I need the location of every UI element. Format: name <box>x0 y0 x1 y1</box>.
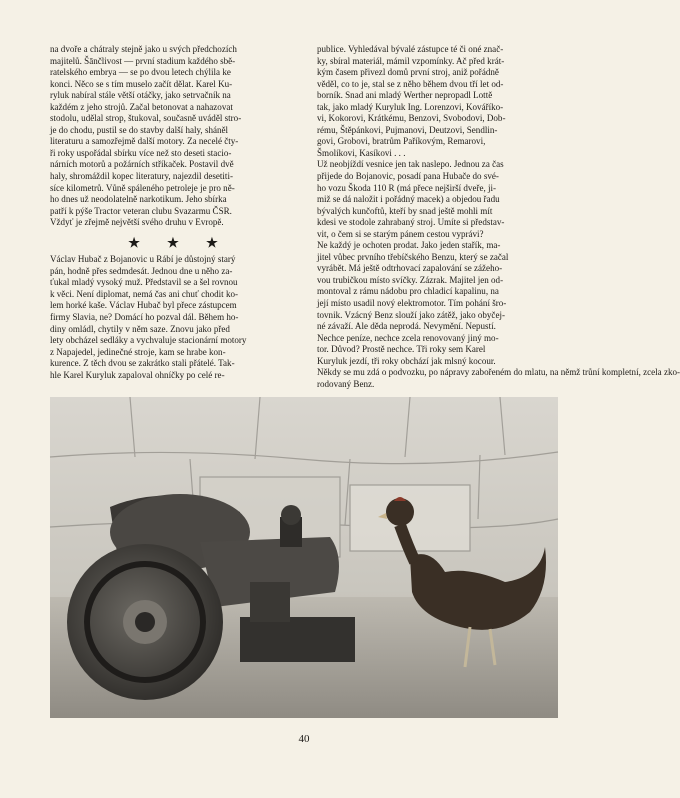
text-line: hle Karel Kuryluk zapaloval ohníčky po celé re- <box>50 369 225 380</box>
text-line: síce kilometrů. Vůně spáleného petroleje je pro ně- <box>50 182 235 193</box>
text-line: ho vozu Škoda 110 R (má přece nejširší dveře, ji- <box>317 182 497 193</box>
text-line: kdesi ve stodole zahrabaný stroj. Umíte si představ- <box>317 217 505 228</box>
text-line: ky, sbíral materiál, mámil vzpomínky. Ač před krát- <box>317 55 505 66</box>
text-line: firmy Slavia, ne? Domácí ho pozval dál. Během ho- <box>50 312 239 323</box>
text-line: Ne každý je ochoten prodat. Jako jeden stařík, ma- <box>317 240 501 251</box>
text-line: kurence. Z těch dvou se zakrátko stali přátelé. Tak- <box>50 358 235 369</box>
text-line: vit, o čem si se starým pánem cestou vyprávi? <box>317 228 484 239</box>
text-line: lety obcházel sedláky a vychvaluje stacionární motory <box>50 335 247 346</box>
text-line: lem horké kaše. Václav Hubač byl přece zástupcem <box>50 300 237 311</box>
text-line: Už neobjíždí vesnice jen tak naslepo. Jednou za čas <box>317 159 504 170</box>
text-line: stodolu, udělal strop, štukoval, současně uváděl stro- <box>50 113 242 124</box>
photo-image <box>50 397 558 718</box>
text-line: montoval z rámu nádobu pro chladicí kapalinu, na <box>317 286 499 297</box>
right-paragraph-1 <box>317 44 566 159</box>
right-column <box>317 44 680 390</box>
text-line: vou trubičkou místo svíčky. Zázrak. Majitel jen od- <box>317 274 504 285</box>
page-number: 40 <box>298 733 310 745</box>
text-line: ratelského embrya — se po dvou letech chýlila ke <box>50 67 231 78</box>
text-line: Václav Hubač z Bojanovic u Rábí je důstojný starý <box>50 254 236 265</box>
photo-engine-and-hen <box>50 397 558 718</box>
right-paragraph-3 <box>317 240 680 390</box>
text-line: Šmolíkovi, Kasíkovi . . . <box>317 147 406 158</box>
text-line: je do chodu, pustil se do stavby další haly, sháněl <box>50 124 229 135</box>
left-paragraph-2 <box>50 254 308 381</box>
text-line: govi, Grobovi, bratrům Paříkovým, Remarovi, <box>317 136 486 147</box>
text-line: ryluk nabíral stále větší otáčky, jako setrvačník na <box>50 90 231 101</box>
text-line: tak, jako mladý Kuryluk Ing. Lorenzovi, Kováříko- <box>317 101 504 112</box>
text-line: konci. Něco se s tím muselo začít dělat. Karel Ku- <box>50 78 233 89</box>
text-line: z Napajedel, jedinečné stroje, kam se hrabe kon- <box>50 346 226 357</box>
text-line: přijede do Bojanovic, posadí pana Hubače do své- <box>317 171 499 182</box>
section-separator: ★ ★ ★ <box>128 234 230 250</box>
text-line: publice. Vyhledával bývalé zástupce té či oné znač- <box>317 44 504 54</box>
text-line: její místo usadil nový elektromotor. Tím pohání šro- <box>317 298 507 309</box>
text-line: Nechce peníze, nechce zcela renovovaný jiný mo- <box>317 332 499 343</box>
text-line: pán, hodně přes sedmdesát. Jednou dne u něho za- <box>50 265 233 276</box>
text-line: tovnik. Vzácný Benz slouží jako zátěž, jako obyčej- <box>317 309 505 320</box>
text-line: každém z jeho strojů. Začal betonovat a nahazovat <box>50 101 233 112</box>
text-line: vi, Kokorovi, Krátkému, Benzovi, Svobodovi, Dob- <box>317 113 506 124</box>
text-line: na dvoře a chátraly stejně jako u svých předchozích <box>50 44 237 54</box>
text-line: k věci. Není diplomat, nemá čas ani chuť chodit ko- <box>50 288 239 299</box>
text-line: věděl, co to je, stal se z něho během dvou tří let od- <box>317 78 504 89</box>
right-paragraph-2 <box>317 159 566 240</box>
text-line: patří k pýše Tractor veteran clubu Svazarmu ČSR. <box>50 205 232 216</box>
text-line: miž se dá naložit i pořádný macek) a objedou řadu <box>317 194 500 205</box>
text-line: tor. Důvod? Prostě nechce. Tři roky sem Karel <box>317 344 486 355</box>
text-line: Někdy se mu zdá o podvozku, po nápravy zabořeném do mlatu, na němž trůní kompletní, zcela zko- <box>317 367 680 378</box>
text-line: literaturu a samozřejmě další motory. Za necelé čty- <box>50 136 239 147</box>
text-line: ho dnes už neodolatelně narkotikum. Jeho sbírka <box>50 194 227 205</box>
text-line: ťukal mladý vysoký muž. Představil se a šel rovnou <box>50 277 238 288</box>
text-line: né závaží. Ale děda neprodá. Nevymění. Nepustí. <box>317 321 496 332</box>
text-line: rému, Štěpánkovi, Pujmanovi, Deutzovi, Sendlin- <box>317 124 498 135</box>
text-line: borník. Snad ani mladý Werther nepropadl Lottě <box>317 90 493 101</box>
text-line: rodovaný Benz. <box>317 378 375 389</box>
left-paragraph-1 <box>50 44 308 229</box>
left-column <box>50 44 308 381</box>
text-line: haly, shromáždil kopec literatury, najezdil desetiti- <box>50 171 233 182</box>
text-line: Kuryluk jezdí, tři roky obchází jak mlsný kocour. <box>317 355 496 366</box>
text-line: bývalých kunčoftů, kteří by snad ještě mohli mít <box>317 205 493 216</box>
text-line: Vždyť je zřejmě největší svého druhu v Evropě. <box>50 217 224 228</box>
text-line: ři roky uspořádal sbírku více než sto deseti stacio- <box>50 147 232 158</box>
text-line: kým časem přivezl domů první stroj, aniž pořádně <box>317 67 499 78</box>
text-line: diny omládl, chytily v něm saze. Znovu jako před <box>50 323 230 334</box>
flywheel-shape <box>67 544 223 700</box>
text-line: vyrábět. Má ještě odtrhovací zapalování se zážeho- <box>317 263 503 274</box>
text-line: jitel vůbec prvního třebíčského Benzu, který se začal <box>317 251 509 262</box>
text-line: majitelů. Šānčlivost — první stadium každého sbě- <box>50 55 236 66</box>
text-line: nárních motorů a požárních stříkaček. Postavil dvě <box>50 159 234 170</box>
